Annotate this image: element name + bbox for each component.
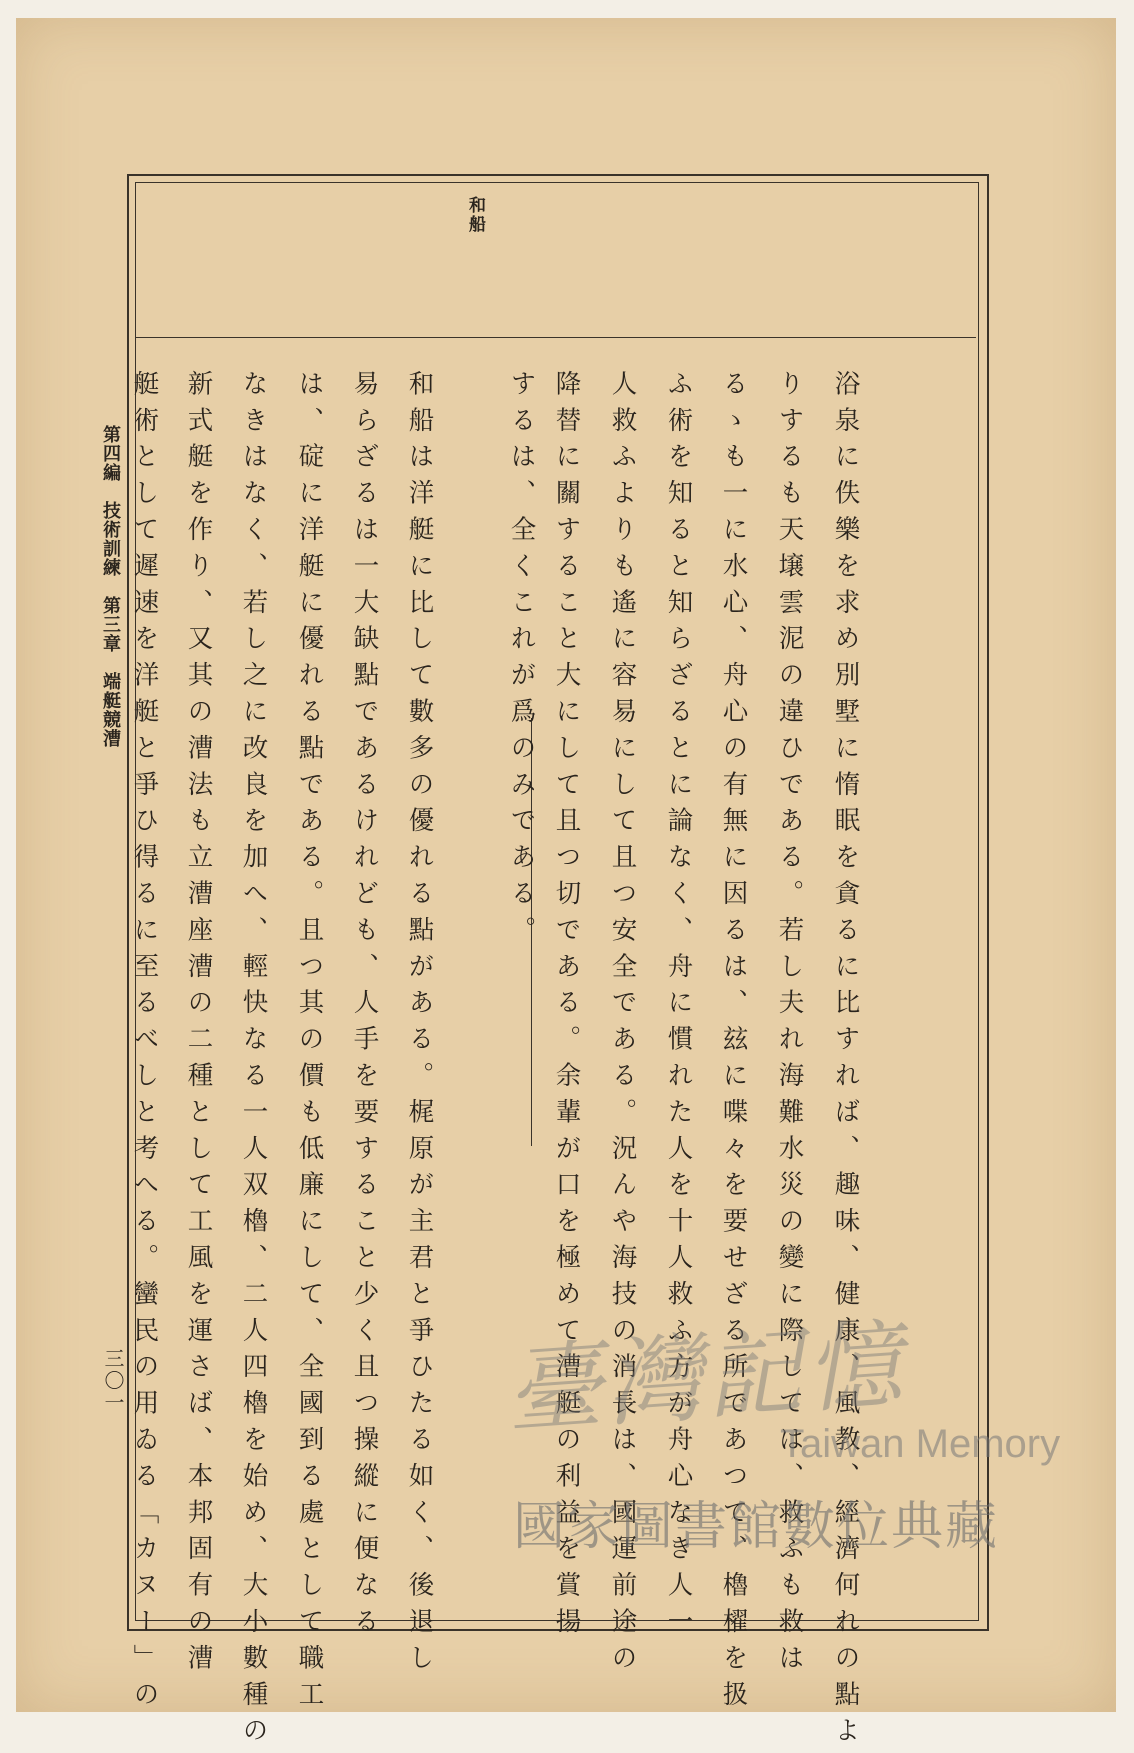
text-column: りするも天壌雲泥の違ひである。若し夫れ海難水災の變に際しては、救ふも救は [774,370,805,1681]
text-column: 易らざるは一大缺點であるけれども、人手を要すること少く且つ操縱に便なる [349,370,380,1644]
text-column: 人救ふよりも遙に容易にして且つ安全である。況んや海技の消長は、國運前途の [607,370,638,1681]
text-column: るゝも一に水心、舟心の有無に因るは、玆に喋々を要せざる所であつて、櫓櫂を扱 [718,370,749,1717]
text-column: 降替に關すること大にして且つ切である。余輩が口を極めて漕艇の利益を賞揚 [551,370,582,1644]
text-column: するは、全くこれが爲のみである。 [506,370,537,953]
page-number: 三〇一 [101,1348,125,1414]
running-title: 第四編 技術訓練 第三章 端艇競漕 [100,425,121,748]
text-column: は、碇に洋艇に優れる點である。且つ其の價も低廉にして、全國到る處として職工 [294,370,325,1717]
text-column: 浴泉に佚樂を求め別墅に惰眠を貪るに比すれば、趣味、健康、風教、經濟何れの點よ [830,370,861,1753]
header-rule [136,337,976,338]
text-column: 和船は洋艇に比して數多の優れる點がある。梶原が主君と爭ひたる如く、後退し [404,370,435,1681]
watermark-script: 臺灣記憶 [502,1308,909,1448]
text-column: 新式艇を作り、又其の漕法も立漕座漕の二種として工風を運さば、本邦固有の漕 [183,370,214,1681]
watermark-english: Taiwan Memory [780,1422,1061,1466]
text-column: ふ術を知ると知らざるとに論なく、舟に慣れた人を十人救ふ方が舟心なき人一 [663,370,694,1644]
watermark-chinese: 國家圖書館數位典藏 [513,1497,1000,1557]
text-column: 艇術として遲速を洋艇と爭ひ得るに至るべしと考へる。蠻民の用ゐる「カヌー」の [129,370,160,1717]
text-column: なきはなく、若し之に改良を加へ、輕快なる一人双櫓、二人四櫓を始め、大小數種の [238,370,269,1753]
header-label: 和船 [465,196,485,234]
watermark [502,1302,1065,1582]
